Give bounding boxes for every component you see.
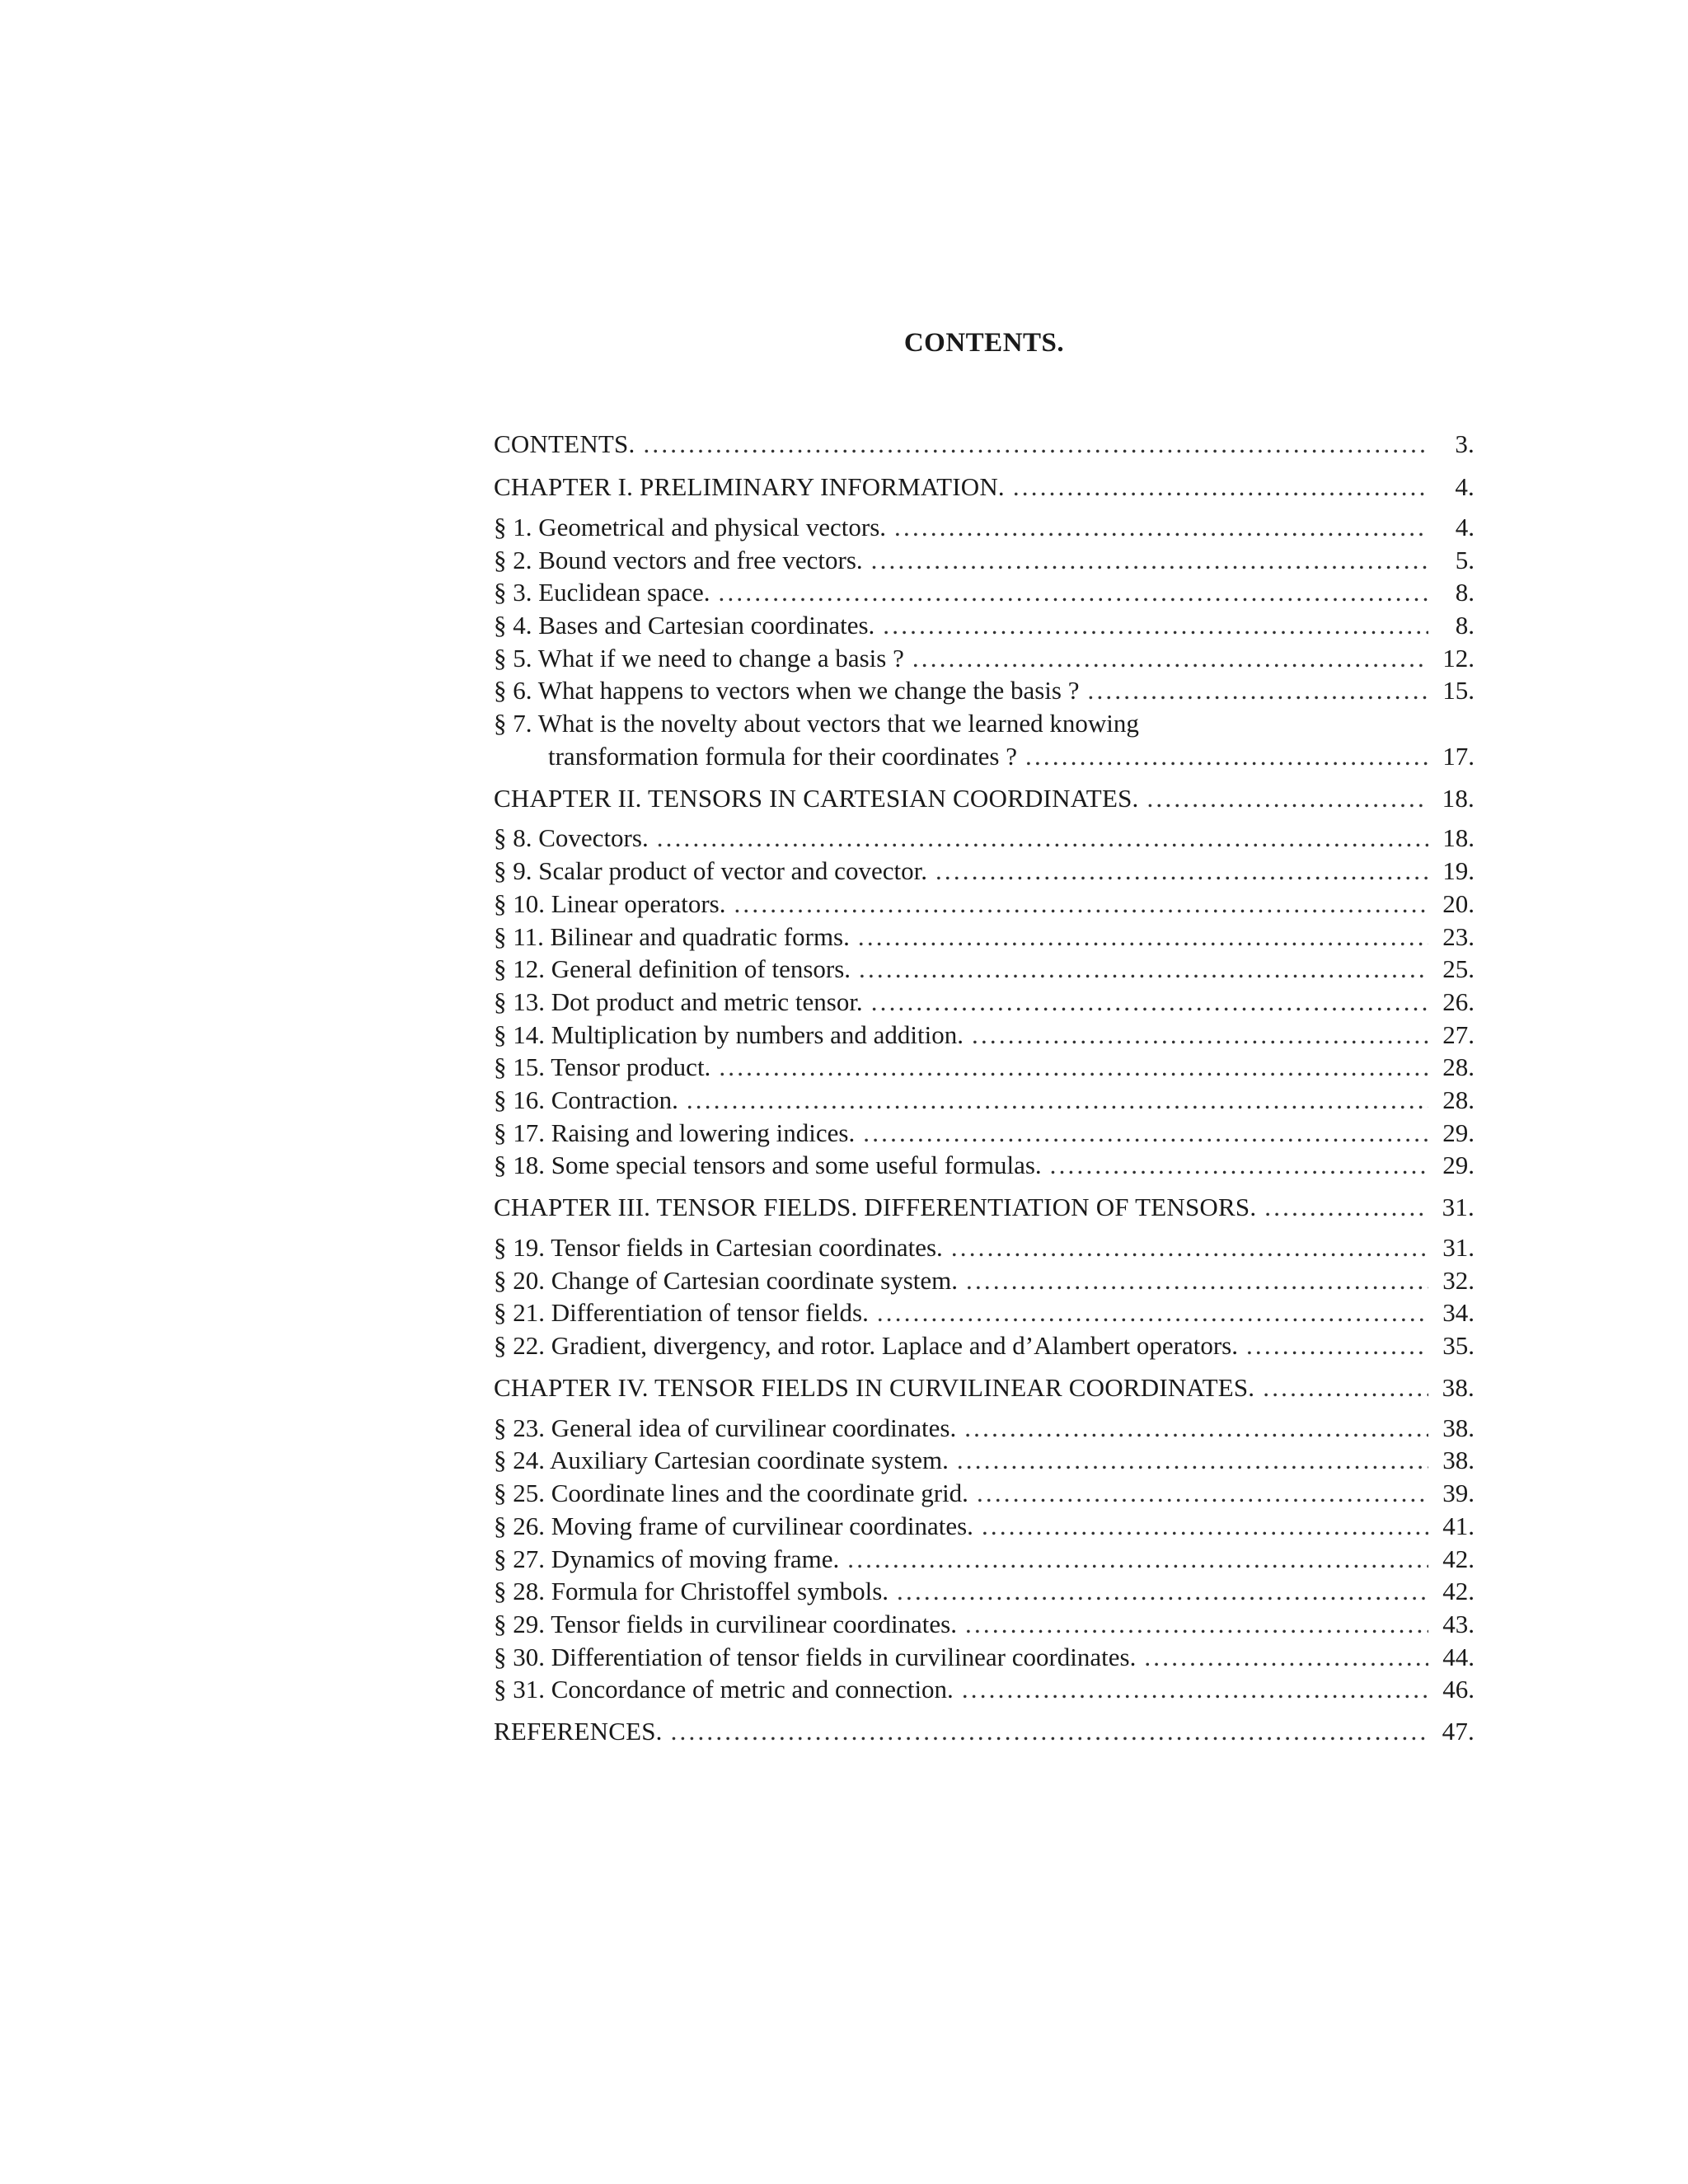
toc-section-label: § 21. Differentiation of tensor fields. [494,1298,869,1328]
toc-page-number: 3. [1455,429,1475,458]
toc-section-label: § 22. Gradient, divergency, and rotor. Laplace and d’Alambert operators. [494,1331,1238,1361]
toc-page-number: 4. [1455,512,1475,541]
toc-section-16[interactable] [494,1084,1475,1117]
toc-chapter-label: CHAPTER IV. TENSOR FIELDS IN CURVILINEAR COORDINATES. [494,1372,1255,1402]
toc-page-number: 12. [1442,643,1475,673]
dot-leader [962,1673,1428,1706]
toc-section-label: § 20. Change of Cartesian coordinate system. [494,1265,959,1295]
toc-section-26[interactable] [494,1510,1475,1543]
toc-section-13[interactable] [494,986,1475,1019]
toc-page-number: 17. [1442,741,1475,771]
toc-page-number: 8. [1455,611,1475,640]
toc-section-18[interactable] [494,1149,1475,1182]
toc-section-28[interactable] [494,1575,1475,1608]
toc-section-22[interactable] [494,1329,1475,1362]
toc-section-label: § 3. Euclidean space. [494,578,710,607]
toc-section-1[interactable] [494,511,1475,544]
toc-page-number: 42. [1442,1544,1475,1573]
toc-page-number: 5. [1455,545,1475,574]
toc-page-number: 8. [1455,578,1475,607]
toc-entry-references[interactable] [494,1714,1475,1749]
toc-section-20[interactable] [494,1264,1475,1297]
toc-section-10[interactable] [494,888,1475,921]
dot-leader [871,986,1428,1019]
toc-section-24[interactable] [494,1445,1475,1478]
dot-leader [1263,1371,1428,1405]
toc-page-number: 41. [1442,1511,1475,1540]
dot-leader [894,511,1428,544]
toc-section-14[interactable] [494,1019,1475,1052]
toc-page-number: 38. [1442,1413,1475,1442]
toc-section-7[interactable] [494,707,1475,772]
toc-section-label: § 19. Tensor fields in Cartesian coordinates. [494,1233,943,1263]
toc-section-6[interactable] [494,674,1475,707]
toc-section-21[interactable] [494,1296,1475,1329]
toc-chapter-label: CHAPTER III. TENSOR FIELDS. DIFFERENTIATION OF TENSORS. [494,1193,1257,1222]
toc-section-label: § 15. Tensor product. [494,1052,711,1082]
dot-leader [859,953,1428,986]
toc-section-label: § 4. Bases and Cartesian coordinates. [494,611,875,640]
toc-page-number: 31. [1442,1233,1475,1263]
dot-leader [966,1264,1428,1297]
toc-page-number: 46. [1442,1675,1475,1704]
toc-page-number: 18. [1442,783,1475,813]
toc-chapter-1[interactable] [494,470,1475,504]
toc-page-number: 23. [1442,921,1475,951]
dot-leader [877,1296,1428,1329]
toc-section-label: § 6. What happens to vectors when we change the basis ? [494,676,1080,705]
dot-leader [1264,1190,1428,1225]
toc-page-number: 29. [1442,1118,1475,1147]
toc-entry-label: REFERENCES. [494,1717,663,1746]
toc-section-label: § 30. Differentiation of tensor fields in curvilinear coordinates. [494,1642,1137,1671]
toc-page-number: 15. [1442,676,1475,705]
dot-leader [951,1231,1428,1264]
toc-page-number: 27. [1442,1019,1475,1049]
toc-section-label: § 23. General idea of curvilinear coordinates. [494,1413,957,1442]
toc-page-number: 35. [1442,1331,1475,1361]
dot-leader [972,1019,1428,1052]
dot-leader [863,1117,1428,1150]
toc-page-number: 18. [1442,823,1475,853]
toc-section-19[interactable] [494,1231,1475,1264]
toc-section-11[interactable] [494,921,1475,954]
toc-section-3[interactable] [494,576,1475,609]
toc-chapter-2[interactable] [494,781,1475,816]
toc-entry-label: CONTENTS. [494,429,635,458]
toc-section-12[interactable] [494,953,1475,986]
toc-section-label: § 10. Linear operators. [494,888,726,918]
toc-section-label: § 18. Some special tensors and some useful formulas. [494,1151,1042,1180]
toc-section-label: § 25. Coordinate lines and the coordinate grid. [494,1479,968,1508]
dot-leader [1088,674,1429,707]
toc-page-number: 44. [1442,1642,1475,1671]
toc-section-17[interactable] [494,1117,1475,1150]
toc-entry-contents[interactable] [494,427,1475,462]
dot-leader [935,855,1428,888]
toc-section-29[interactable] [494,1608,1475,1641]
page-title: CONTENTS. [903,328,1065,358]
toc-section-label: § 16. Contraction. [494,1085,678,1114]
toc-section-label: § 9. Scalar product of vector and covector. [494,856,927,886]
toc-section-label: § 12. General definition of tensors. [494,954,851,984]
toc-section-5[interactable] [494,642,1475,675]
dot-leader [847,1543,1428,1576]
table-of-contents [494,427,1475,1755]
toc-section-15[interactable] [494,1051,1475,1084]
toc-chapter-label: CHAPTER II. TENSORS IN CARTESIAN COORDINATES. [494,783,1139,813]
toc-page-number: 20. [1442,888,1475,918]
dot-leader [964,1412,1428,1445]
toc-page-number: 28. [1442,1052,1475,1082]
toc-section-30[interactable] [494,1641,1475,1674]
toc-page-number: 19. [1442,856,1475,886]
toc-section-9[interactable] [494,855,1475,888]
dot-leader [982,1510,1428,1543]
toc-page-number: 28. [1442,1085,1475,1114]
dot-leader [687,1084,1428,1117]
toc-section-label: § 28. Formula for Christoffel symbols. [494,1577,889,1606]
toc-section-label: § 26. Moving frame of curvilinear coordinates. [494,1511,973,1540]
toc-page-number: 47. [1442,1717,1475,1746]
dot-leader [912,642,1428,675]
toc-page-number: 43. [1442,1609,1475,1638]
dot-leader [871,544,1428,577]
dot-leader [1025,740,1428,773]
dot-leader [657,822,1428,855]
toc-section-label: § 17. Raising and lowering indices. [494,1118,856,1147]
toc-section-2[interactable] [494,544,1475,577]
toc-section-label: § 13. Dot product and metric tensor. [494,987,863,1016]
dot-leader [957,1444,1428,1477]
toc-page-number: 4. [1455,472,1475,501]
toc-page-number: 38. [1442,1446,1475,1475]
toc-section-31[interactable] [494,1673,1475,1706]
toc-section-label: § 24. Auxiliary Cartesian coordinate system. [494,1446,949,1475]
toc-page-number: 34. [1442,1298,1475,1328]
toc-section-label: transformation formula for their coordinates ? [548,741,1017,771]
toc-section-8[interactable] [494,823,1475,855]
toc-section-27[interactable] [494,1543,1475,1576]
toc-section-label: § 1. Geometrical and physical vectors. [494,512,887,541]
toc-section-label: § 2. Bound vectors and free vectors. [494,545,863,574]
toc-section-label: § 11. Bilinear and quadratic forms. [494,921,850,951]
dot-leader [719,576,1428,609]
dot-leader [1144,1641,1428,1674]
dot-leader [1146,781,1428,816]
toc-section-label: § 29. Tensor fields in curvilinear coordinates. [494,1609,957,1638]
dot-leader [883,609,1428,642]
toc-chapter-4[interactable] [494,1371,1475,1405]
toc-chapter-label: CHAPTER I. PRELIMINARY INFORMATION. [494,472,1005,501]
toc-section-25[interactable] [494,1477,1475,1510]
toc-section-label: § 14. Multiplication by numbers and addition. [494,1019,964,1049]
toc-page-number: 29. [1442,1151,1475,1180]
toc-section-23[interactable] [494,1412,1475,1445]
toc-section-label: § 27. Dynamics of moving frame. [494,1544,840,1573]
dot-leader [1013,470,1428,504]
toc-page-number: 26. [1442,987,1475,1016]
dot-leader [1246,1329,1428,1362]
toc-page-number: 42. [1442,1577,1475,1606]
dot-leader [897,1575,1428,1608]
dot-leader [671,1714,1428,1749]
toc-page-number: 25. [1442,954,1475,984]
toc-section-label: § 5. What if we need to change a basis ? [494,643,904,673]
dot-leader [1050,1149,1428,1182]
dot-leader [858,921,1428,954]
dot-leader [977,1477,1428,1510]
dot-leader [965,1608,1428,1641]
toc-page-number: 38. [1442,1372,1475,1402]
toc-chapter-3[interactable] [494,1190,1475,1225]
dot-leader [643,427,1428,462]
toc-section-label-line-1: § 7. What is the novelty about vectors that we learned knowing [494,709,1139,738]
toc-section-4[interactable] [494,609,1475,642]
dot-leader [734,888,1428,921]
dot-leader [719,1051,1428,1084]
toc-page-number: 39. [1442,1479,1475,1508]
toc-section-label: § 8. Covectors. [494,823,649,853]
toc-section-label: § 31. Concordance of metric and connection. [494,1675,954,1704]
toc-page-number: 32. [1442,1265,1475,1295]
toc-page-number: 31. [1442,1193,1475,1222]
